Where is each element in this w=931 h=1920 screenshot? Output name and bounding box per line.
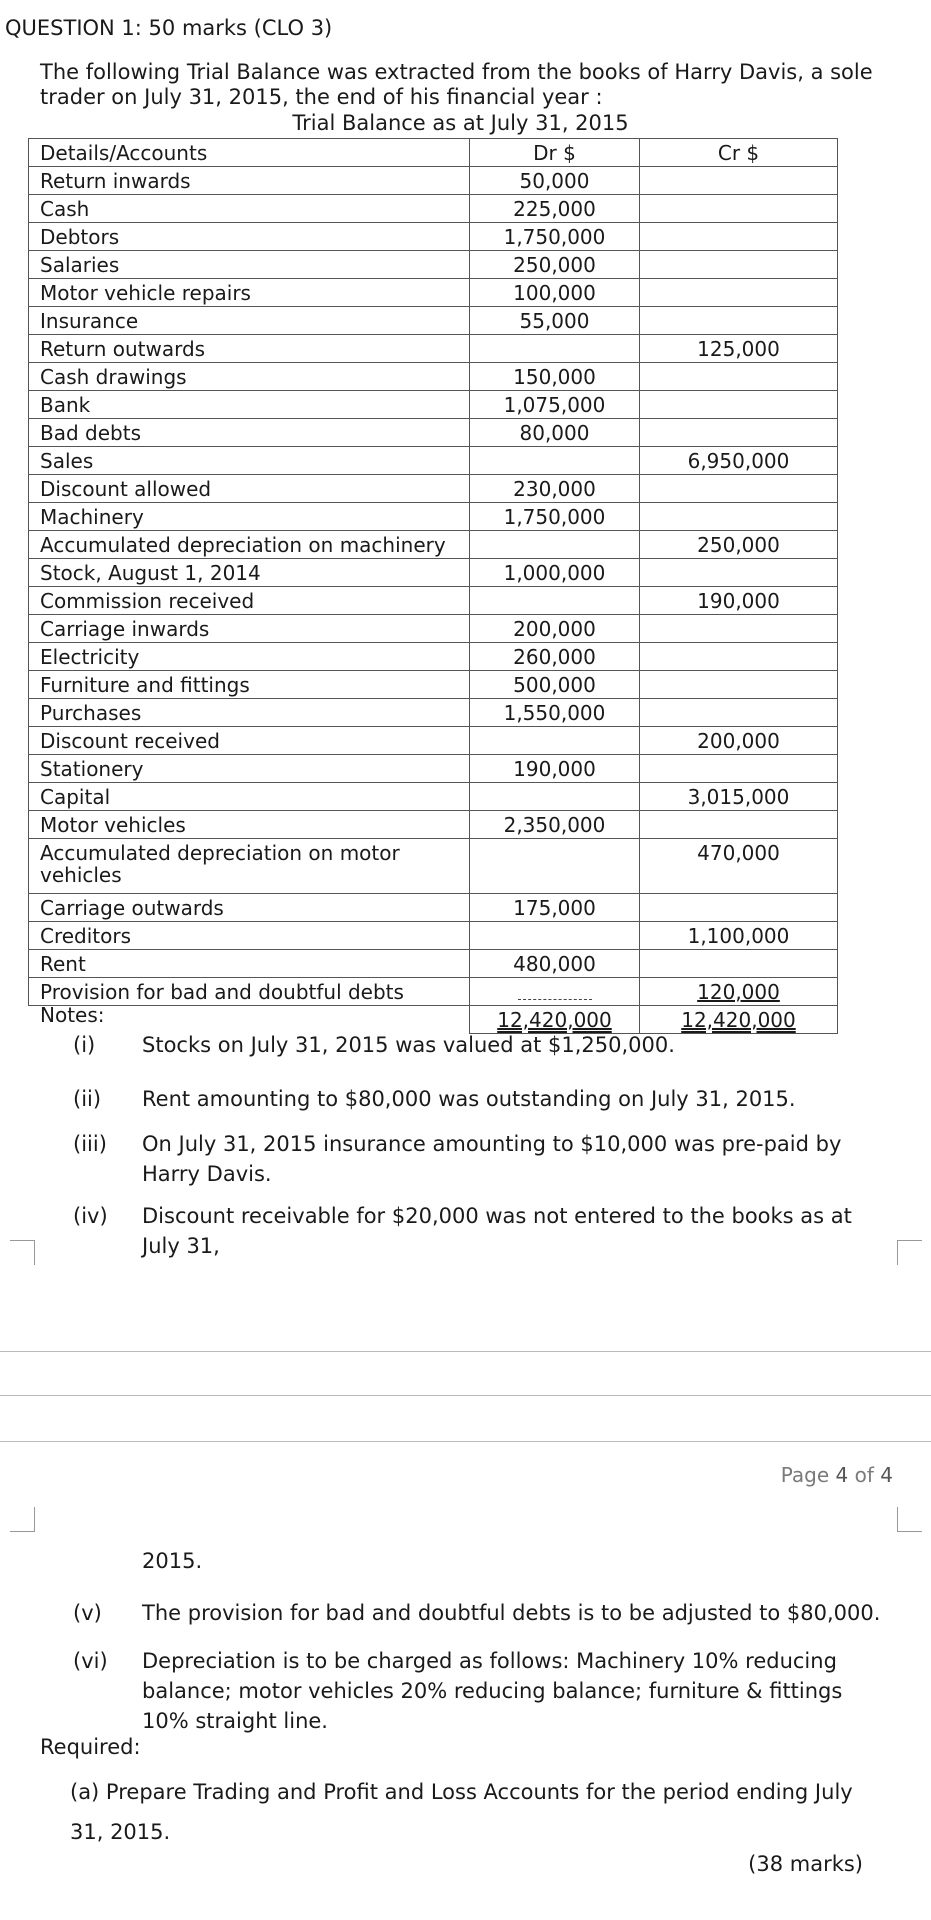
debit-amount: 175,000: [470, 894, 640, 922]
note-number: (vi): [73, 1649, 108, 1673]
credit-amount: [640, 195, 838, 223]
table-row: [29, 195, 838, 223]
debit-amount: [470, 447, 640, 475]
debit-amount: 1,075,000: [470, 391, 640, 419]
debit-amount: 230,000: [470, 475, 640, 503]
debit-amount: 1,000,000: [470, 559, 640, 587]
table-row: [29, 307, 838, 335]
page-corner-bottom-left: [10, 1507, 35, 1532]
debit-amount: 100,000: [470, 279, 640, 307]
trial-balance-table: [28, 138, 838, 1034]
debit-amount: [470, 978, 640, 1006]
table-row: [29, 419, 838, 447]
credit-amount: [640, 978, 838, 1006]
credit-amount: [640, 671, 838, 699]
credit-amount: [640, 251, 838, 279]
account-name: Purchases: [29, 699, 470, 727]
question-intro: The following Trial Balance was extracted from the books of Harry Davis, a sole trader on July 31, 2015, the end of his financial year :: [40, 60, 873, 109]
debit-amount: 225,000: [470, 195, 640, 223]
note-number: (i): [73, 1033, 96, 1057]
account-name: Discount allowed: [29, 475, 470, 503]
note-text: On July 31, 2015 insurance amounting to $10,000 was pre-paid by Harry Davis.: [142, 1132, 842, 1186]
debit-amount: 260,000: [470, 643, 640, 671]
table-row: [29, 699, 838, 727]
account-name: Commission received: [29, 587, 470, 615]
account-name: Motor vehicle repairs: [29, 279, 470, 307]
credit-amount: [640, 419, 838, 447]
table-row: [29, 559, 838, 587]
debit-amount: 2,350,000: [470, 811, 640, 839]
header-cr: Cr $: [640, 139, 838, 167]
credit-amount: [640, 503, 838, 531]
credit-amount: [640, 699, 838, 727]
debit-amount: [470, 922, 640, 950]
debit-amount: 1,750,000: [470, 503, 640, 531]
debit-amount: [470, 335, 640, 363]
account-name: Insurance: [29, 307, 470, 335]
account-name: Bank: [29, 391, 470, 419]
required-part-a: (a) Prepare Trading and Profit and Loss Accounts for the period ending July 31, 2015.: [70, 1780, 853, 1844]
debit-amount: 190,000: [470, 755, 640, 783]
debit-amount: 1,750,000: [470, 223, 640, 251]
trial-balance-title-text: Trial Balance as at July 31, 2015: [292, 111, 629, 135]
note-number: (ii): [73, 1087, 102, 1111]
page-divider-3: [0, 1441, 931, 1442]
account-name: Carriage outwards: [29, 894, 470, 922]
question-title: QUESTION 1: 50 marks (CLO 3): [5, 16, 333, 40]
table-row: [29, 783, 838, 811]
debit-amount: 500,000: [470, 671, 640, 699]
credit-amount: [640, 559, 838, 587]
table-row: [29, 503, 838, 531]
debit-amount: 50,000: [470, 167, 640, 195]
credit-amount: [640, 950, 838, 978]
account-name: Discount received: [29, 727, 470, 755]
credit-amount: 1,100,000: [640, 922, 838, 950]
table-row: [29, 531, 838, 559]
account-name: Creditors: [29, 922, 470, 950]
marks-label: (38 marks): [748, 1852, 863, 1876]
table-row: [29, 755, 838, 783]
table-row: [29, 167, 838, 195]
account-name: Salaries: [29, 251, 470, 279]
table-row: [29, 727, 838, 755]
table-row: [29, 978, 838, 1006]
note-text: The provision for bad and doubtful debts is to be adjusted to $80,000.: [142, 1601, 881, 1625]
account-name: Return outwards: [29, 335, 470, 363]
account-name: Machinery: [29, 503, 470, 531]
table-row: [29, 839, 838, 894]
header-accounts: Details/Accounts: [29, 139, 470, 167]
credit-amount: 125,000: [640, 335, 838, 363]
page-corner-top-left: [10, 1240, 35, 1265]
table-header-row: [29, 139, 838, 167]
credit-amount: 6,950,000: [640, 447, 838, 475]
account-name: Accumulated depreciation on machinery: [29, 531, 470, 559]
required-heading: Required:: [40, 1735, 141, 1759]
debit-amount: 150,000: [470, 363, 640, 391]
account-name: Cash: [29, 195, 470, 223]
debit-amount: [470, 531, 640, 559]
page-total: 4: [880, 1463, 893, 1487]
table-row: [29, 391, 838, 419]
table-row: [29, 643, 838, 671]
table-row: [29, 671, 838, 699]
account-name: Electricity: [29, 643, 470, 671]
table-row: [29, 922, 838, 950]
account-name: Accumulated depreciation on motor vehicles: [29, 839, 470, 894]
debit-amount: 1,550,000: [470, 699, 640, 727]
table-row: [29, 335, 838, 363]
table-row: [29, 363, 838, 391]
debit-amount: 480,000: [470, 950, 640, 978]
table-row: [29, 950, 838, 978]
note-number: (iii): [73, 1132, 107, 1156]
notes-heading: Notes:: [40, 1003, 105, 1027]
account-name: Cash drawings: [29, 363, 470, 391]
account-name: Sales: [29, 447, 470, 475]
debit-amount: 200,000: [470, 615, 640, 643]
page-current: 4: [835, 1463, 849, 1487]
credit-amount: [640, 223, 838, 251]
table-row: [29, 223, 838, 251]
account-name: Motor vehicles: [29, 811, 470, 839]
account-name: Provision for bad and doubtful debts: [29, 978, 470, 1006]
credit-amount: [640, 391, 838, 419]
note-text: 2015.: [142, 1549, 203, 1573]
total-dr: 12,420,000: [497, 1008, 612, 1032]
page-corner-top-right: [897, 1240, 922, 1265]
table-row: [29, 447, 838, 475]
account-name: Stock, August 1, 2014: [29, 559, 470, 587]
credit-amount: 470,000: [640, 839, 838, 894]
table-row: [29, 279, 838, 307]
trial-balance-title: [0, 111, 931, 135]
note-number: (v): [73, 1601, 102, 1625]
account-name: Stationery: [29, 755, 470, 783]
note-text: Discount receivable for $20,000 was not entered to the books as at July 31,: [142, 1204, 852, 1258]
table-row: [29, 475, 838, 503]
credit-amount: [640, 643, 838, 671]
credit-amount: [640, 167, 838, 195]
account-name: Debtors: [29, 223, 470, 251]
total-cr: 12,420,000: [681, 1008, 796, 1032]
account-name: Return inwards: [29, 167, 470, 195]
credit-amount: [640, 811, 838, 839]
note-text: Stocks on July 31, 2015 was valued at $1,250,000.: [142, 1033, 675, 1057]
account-name: Furniture and fittings: [29, 671, 470, 699]
credit-amount: [640, 279, 838, 307]
account-name: Rent: [29, 950, 470, 978]
credit-amount: 3,015,000: [640, 783, 838, 811]
debit-amount: [470, 587, 640, 615]
account-name: Capital: [29, 783, 470, 811]
table-row: [29, 251, 838, 279]
credit-amount: 190,000: [640, 587, 838, 615]
credit-amount: [640, 755, 838, 783]
account-name: Bad debts: [29, 419, 470, 447]
debit-amount: 80,000: [470, 419, 640, 447]
credit-amount: [640, 615, 838, 643]
debit-amount: [470, 839, 640, 894]
account-name: Carriage inwards: [29, 615, 470, 643]
table-row: [29, 894, 838, 922]
header-dr: Dr $: [470, 139, 640, 167]
page-corner-bottom-right: [897, 1507, 922, 1532]
page-divider-1: [0, 1351, 931, 1352]
table-row: [29, 587, 838, 615]
note-text: Rent amounting to $80,000 was outstanding on July 31, 2015.: [142, 1087, 796, 1111]
note-number: (iv): [73, 1204, 108, 1228]
debit-amount: 250,000: [470, 251, 640, 279]
debit-amount: [470, 783, 640, 811]
debit-amount: 55,000: [470, 307, 640, 335]
credit-amount-underlined: 120,000: [697, 980, 780, 1004]
page-divider-2: [0, 1395, 931, 1396]
credit-amount: [640, 307, 838, 335]
credit-amount: 200,000: [640, 727, 838, 755]
credit-amount: 250,000: [640, 531, 838, 559]
debit-amount: [470, 727, 640, 755]
dashed-placeholder: [518, 987, 592, 1000]
credit-amount: [640, 475, 838, 503]
note-text: Depreciation is to be charged as follows: Machinery 10% reducing balance; motor vehicles 20% reducing balance; furniture & fittings 10% straight line.: [142, 1649, 843, 1733]
credit-amount: [640, 894, 838, 922]
credit-amount: [640, 363, 838, 391]
page-number: Page 4 of 4: [780, 1463, 893, 1487]
table-row: [29, 615, 838, 643]
table-row: [29, 811, 838, 839]
